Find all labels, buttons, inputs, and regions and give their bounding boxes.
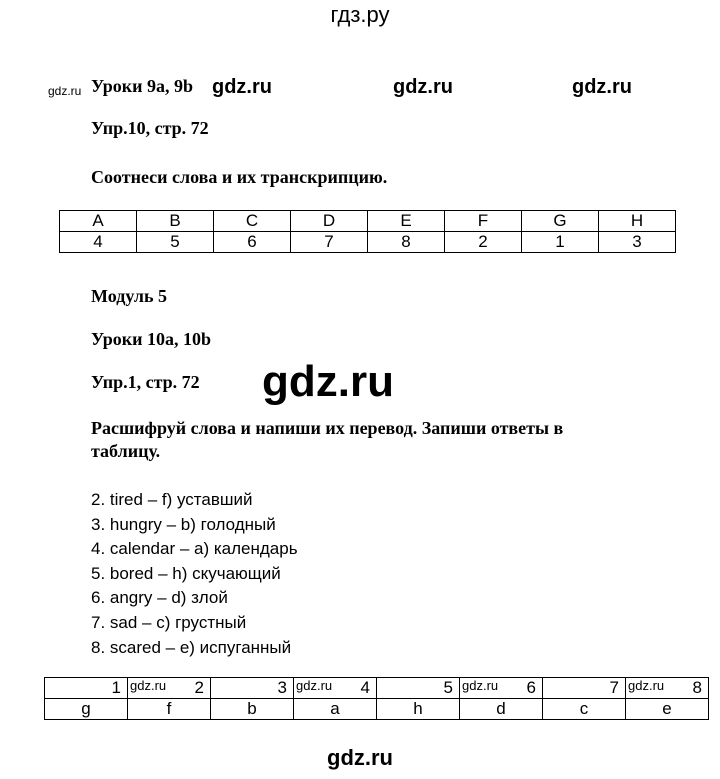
table-number-cell bbox=[211, 678, 294, 699]
table-value-cell: 1 bbox=[522, 232, 599, 253]
cell-watermark: gdz.ru bbox=[462, 678, 499, 693]
list-item: 5. bored – h) скучающий bbox=[91, 563, 281, 583]
list-item: 3. hungry – b) голодный bbox=[91, 514, 276, 534]
answer-list bbox=[91, 488, 298, 660]
table-row bbox=[60, 232, 676, 253]
table-value-cell: 6 bbox=[214, 232, 291, 253]
watermark-top-1: gdz.ru bbox=[212, 76, 272, 98]
table-number-cell bbox=[460, 678, 543, 699]
exercise-heading-2: Упр.1, стр. 72 bbox=[91, 372, 200, 392]
table-letter-cell: b bbox=[211, 699, 294, 720]
list-item: 7. sad – c) грустный bbox=[91, 612, 247, 632]
table-letter-cell: e bbox=[626, 699, 709, 720]
table-header-cell: G bbox=[522, 211, 599, 232]
table-letter-cell: a bbox=[294, 699, 377, 720]
table-number-cell bbox=[626, 678, 709, 699]
table-letter-cell: g bbox=[45, 699, 128, 720]
cell-number: 3 bbox=[277, 678, 287, 697]
transcription-table bbox=[59, 210, 676, 253]
list-item: 4. calendar – a) календарь bbox=[91, 539, 298, 559]
table-value-cell: 3 bbox=[599, 232, 676, 253]
cell-number: 7 bbox=[609, 678, 619, 697]
exercise-heading-1: Упр.10, стр. 72 bbox=[91, 118, 209, 138]
task-heading-2-line2: таблицу. bbox=[91, 441, 161, 461]
table-value-cell: 5 bbox=[137, 232, 214, 253]
table-letter-cell: d bbox=[460, 699, 543, 720]
table-number-cell bbox=[543, 678, 626, 699]
watermark-top-2: gdz.ru bbox=[393, 76, 453, 98]
task-heading-2-line1: Расшифруй слова и напиши их перевод. Запиши ответы в bbox=[91, 418, 564, 438]
table-number-cell bbox=[294, 678, 377, 699]
table-number-cell bbox=[377, 678, 460, 699]
cell-watermark: gdz.ru bbox=[628, 678, 665, 693]
list-item: 8. scared – e) испуганный bbox=[91, 637, 292, 657]
table-number-cell bbox=[128, 678, 211, 699]
table-value-cell: 7 bbox=[291, 232, 368, 253]
cell-number: 6 bbox=[526, 678, 536, 697]
lessons-heading-1: Уроки 9a, 9b bbox=[91, 76, 193, 96]
table-value-cell: 8 bbox=[368, 232, 445, 253]
cell-number: 8 bbox=[692, 678, 702, 697]
table-letter-cell: c bbox=[543, 699, 626, 720]
table-header-cell: A bbox=[60, 211, 137, 232]
cell-watermark: gdz.ru bbox=[296, 678, 333, 693]
cell-number: 4 bbox=[360, 678, 370, 697]
watermark-big: gdz.ru bbox=[262, 357, 394, 406]
table-header-cell: F bbox=[445, 211, 522, 232]
table-number-cell bbox=[45, 678, 128, 699]
table-value-cell: 2 bbox=[445, 232, 522, 253]
lessons-heading-2: Уроки 10a, 10b bbox=[91, 329, 211, 349]
table-header-cell: E bbox=[368, 211, 445, 232]
module-heading: Модуль 5 bbox=[91, 286, 168, 306]
watermark-top-3: gdz.ru bbox=[572, 76, 632, 98]
table-header-cell: H bbox=[599, 211, 676, 232]
table-row bbox=[60, 211, 676, 232]
watermark-bottom: gdz.ru bbox=[327, 745, 393, 770]
table-header-cell: B bbox=[137, 211, 214, 232]
answers-table bbox=[44, 677, 709, 720]
table-letter-cell: f bbox=[128, 699, 211, 720]
table-value-cell: 4 bbox=[60, 232, 137, 253]
cell-number: 1 bbox=[111, 678, 121, 697]
table-row bbox=[45, 699, 709, 720]
table-letter-cell: h bbox=[377, 699, 460, 720]
watermark-small: gdz.ru bbox=[48, 84, 82, 98]
list-item: 2. tired – f) уставший bbox=[91, 490, 253, 509]
list-item: 6. angry – d) злой bbox=[91, 588, 228, 608]
table-row bbox=[45, 678, 709, 699]
site-title: гдз.ру bbox=[330, 2, 390, 27]
cell-watermark: gdz.ru bbox=[130, 678, 167, 693]
table-header-cell: D bbox=[291, 211, 368, 232]
cell-number: 2 bbox=[194, 678, 204, 697]
table-header-cell: C bbox=[214, 211, 291, 232]
cell-number: 5 bbox=[443, 678, 453, 697]
task-heading-1: Соотнеси слова и их транскрипцию. bbox=[91, 167, 388, 187]
